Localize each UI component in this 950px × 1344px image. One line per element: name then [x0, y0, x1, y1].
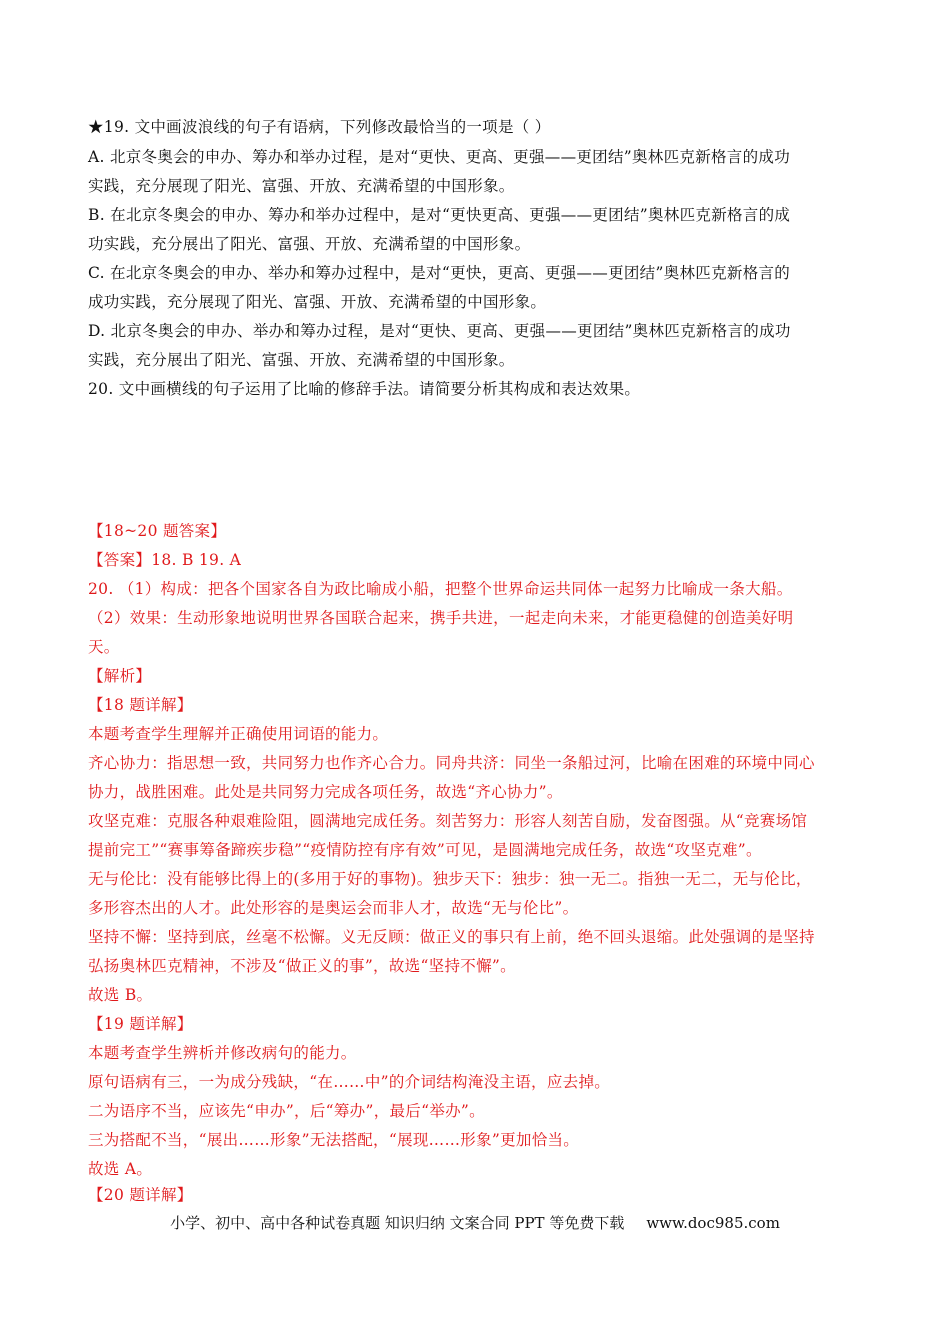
- detail-18-line-7: 多形容杰出的人才。此处形容的是奥运会而非人才，故选“无与伦比”。: [88, 899, 579, 917]
- detail-19-line-3: 二为语序不当，应该先“申办”，后“筹办”，最后“举办”。: [88, 1102, 485, 1120]
- option-c-line-2: 成功实践，充分展现了阳光、富强、开放、充满希望的中国形象。: [88, 293, 547, 311]
- detail-18-line-4: 攻坚克难：克服各种艰难险阻，圆满地完成任务。刻苦努力：形容人刻苦自励，发奋图强。从“竞赛场馆: [88, 812, 808, 830]
- detail-18-line-1: 本题考查学生理解并正确使用词语的能力。: [88, 725, 389, 743]
- answer-20-line-1: 20. （1）构成：把各个国家各自为政比喻成小船，把整个世界命运共同体一起努力比喻成一条大船。: [88, 580, 793, 598]
- answers-header: 【18~20 题答案】: [88, 522, 227, 540]
- question-20-stem: 20. 文中画横线的句子运用了比喻的修辞手法。请简要分析其构成和表达效果。: [88, 380, 641, 398]
- detail-18-line-9: 弘扬奥林匹克精神，不涉及“做正义的事”，故选“坚持不懈”。: [88, 957, 516, 975]
- detail-20-label: 【20 题详解】: [88, 1186, 193, 1204]
- option-a-line-1: A. 北京冬奥会的申办、筹办和举办过程，是对“更快、更高、更强——更团结”奥林匹克新格言的成功: [88, 148, 790, 166]
- answer-key-line: 【答案】18. B 19. A: [88, 551, 242, 569]
- answer-20-line-2: （2）效果：生动形象地说明世界各国联合起来，携手共进，一起走向未来，才能更稳健的创造美好明: [88, 609, 794, 627]
- detail-18-line-3: 协力，战胜困难。此处是共同努力完成各项任务，故选“齐心协力”。: [88, 783, 563, 801]
- option-b-line-1: B. 在北京冬奥会的申办、筹办和举办过程中，是对“更快更高、更强——更团结”奥林匹克新格言的成: [88, 206, 791, 224]
- detail-18-line-2: 齐心协力：指思想一致，共同努力也作齐心合力。同舟共济：同坐一条船过河，比喻在困难的环境中同心: [88, 754, 815, 772]
- option-a-line-2: 实践，充分展现了阳光、富强、开放、充满希望的中国形象。: [88, 177, 515, 195]
- detail-18-line-5: 提前完工”“赛事筹备蹄疾步稳”“疫情防控有序有效”可见，是圆满地完成任务，故选“攻坚克难”。: [88, 841, 762, 859]
- option-d-line-2: 实践，充分展出了阳光、富强、开放、充满希望的中国形象。: [88, 351, 515, 369]
- detail-19-line-5: 故选 A。: [88, 1160, 153, 1178]
- option-b-line-2: 功实践，充分展出了阳光、富强、开放、充满希望的中国形象。: [88, 235, 531, 253]
- page-footer: [0, 1212, 950, 1233]
- detail-18-line-10: 故选 B。: [88, 986, 153, 1004]
- option-d-line-1: D. 北京冬奥会的申办、举办和筹办过程，是对“更快、更高、更强——更团结”奥林匹克新格言的成功: [88, 322, 791, 340]
- footer-url[interactable]: www.doc985.com: [646, 1214, 780, 1232]
- answer-20-line-3: 天。: [88, 638, 120, 656]
- analysis-label: 【解析】: [88, 667, 152, 685]
- detail-19-line-1: 本题考查学生辨析并修改病句的能力。: [88, 1044, 357, 1062]
- footer-text: 小学、初中、高中各种试卷真题 知识归纳 文案合同 PPT 等免费下载: [170, 1214, 625, 1232]
- option-c-line-1: C. 在北京冬奥会的申办、举办和筹办过程中，是对“更快，更高、更强——更团结”奥林匹克新格言的: [88, 264, 791, 282]
- question-19-stem: ★19. 文中画波浪线的句子有语病，下列修改最恰当的一项是（ ）: [88, 118, 551, 136]
- detail-19-line-2: 原句语病有三，一为成分残缺，“在……中”的介词结构淹没主语，应去掉。: [88, 1073, 611, 1091]
- detail-18-label: 【18 题详解】: [88, 696, 193, 714]
- detail-18-line-6: 无与伦比：没有能够比得上的(多用于好的事物)。独步天下：独步：独一无二。指独一无二，无与伦比，: [88, 870, 812, 888]
- detail-18-line-8: 坚持不懈：坚持到底，丝毫不松懈。义无反顾：做正义的事只有上前，绝不回头退缩。此处强调的是坚持: [88, 928, 815, 946]
- detail-19-line-4: 三为搭配不当，“展出……形象”无法搭配，“展现……形象”更加恰当。: [88, 1131, 580, 1149]
- detail-19-label: 【19 题详解】: [88, 1015, 193, 1033]
